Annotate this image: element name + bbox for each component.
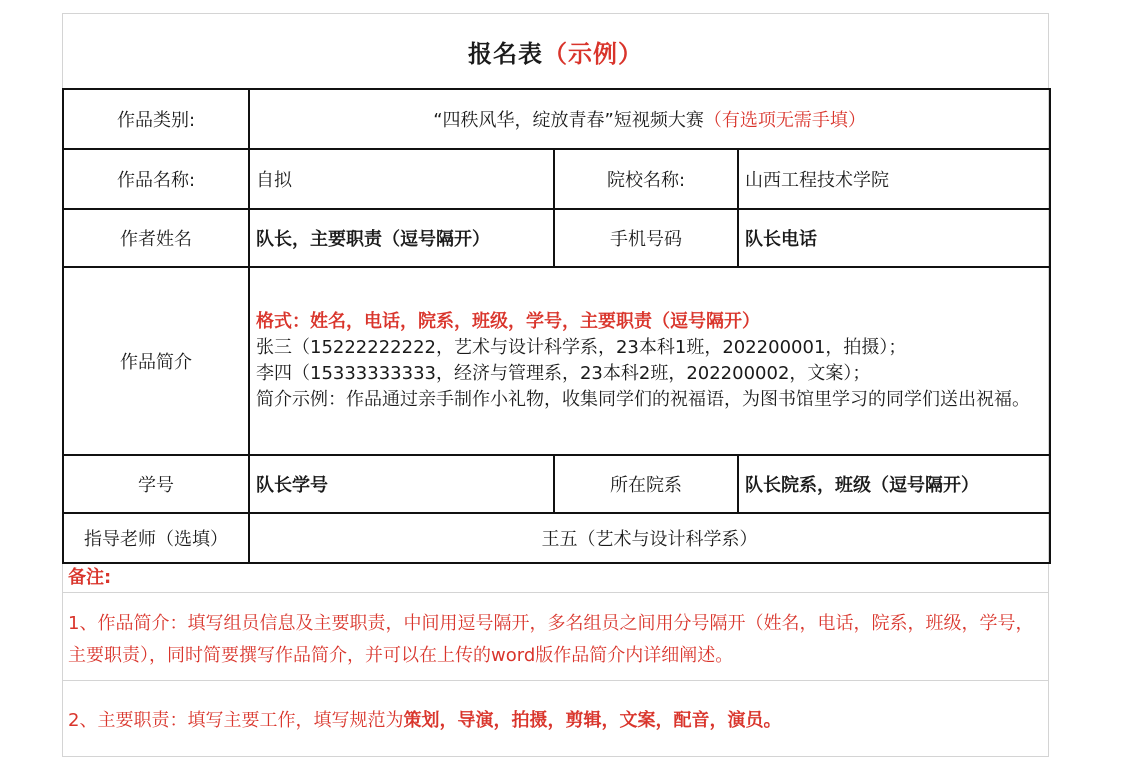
- author-label: 作者姓名: [63, 209, 249, 267]
- form-title-suffix: （示例）: [543, 39, 643, 68]
- intro-format: 格式：姓名，电话，院系，班级，学号，主要职责（逗号隔开）: [256, 311, 760, 332]
- note-2-roles: 策划，导演，拍摄，剪辑，文案，配音，演员。: [403, 710, 782, 731]
- student-id-label: 学号: [63, 455, 249, 513]
- notes-section: [63, 564, 1048, 757]
- phone-value[interactable]: 队长电话: [738, 209, 1050, 267]
- department-label: 所在院系: [554, 455, 738, 513]
- school-name-value[interactable]: 山西工程技术学院: [738, 149, 1050, 209]
- category-hint: （有选项无需手填）: [703, 110, 866, 131]
- notes-title: 备注:: [63, 564, 1048, 593]
- note-2-prefix: 2、主要职责：填写主要工作，填写规范为: [68, 710, 404, 731]
- form-title-main: 报名表: [468, 39, 543, 68]
- author-value[interactable]: 队长，主要职责（逗号隔开）: [249, 209, 554, 267]
- registration-sheet: [62, 13, 1049, 757]
- intro-example: 简介示例：作品通过亲手制作小礼物，收集同学们的祝福语，为图书馆里学习的同学们送出祝福。: [256, 389, 1030, 410]
- intro-member-2: 李四（15333333333，经济与管理系，23本科2班，202200002，文案）；: [256, 363, 871, 384]
- intro-member-1: 张三（15222222222，艺术与设计科学系，23本科1班，202200001，拍摄）；: [256, 337, 907, 358]
- advisor-label: 指导老师（选填）: [63, 513, 249, 563]
- note-2: [63, 681, 1048, 757]
- category-value: “四秩风华，绽放青春”短视频大赛: [433, 110, 704, 131]
- row-author: [63, 209, 1050, 267]
- form-title: [63, 14, 1048, 88]
- student-id-value[interactable]: 队长学号: [249, 455, 554, 513]
- registration-table: [62, 88, 1051, 564]
- category-label: 作品类别:: [63, 89, 249, 149]
- intro-cell[interactable]: [249, 267, 1050, 455]
- work-name-label: 作品名称:: [63, 149, 249, 209]
- department-value[interactable]: 队长院系，班级（逗号隔开）: [738, 455, 1050, 513]
- work-name-value[interactable]: 自拟: [249, 149, 554, 209]
- row-work-name: [63, 149, 1050, 209]
- row-advisor: [63, 513, 1050, 563]
- advisor-value[interactable]: 王五（艺术与设计科学系）: [249, 513, 1050, 563]
- row-student-id: [63, 455, 1050, 513]
- category-cell[interactable]: [249, 89, 1050, 149]
- row-category: [63, 89, 1050, 149]
- row-intro: [63, 267, 1050, 455]
- school-name-label: 院校名称:: [554, 149, 738, 209]
- intro-label: 作品简介: [63, 267, 249, 455]
- phone-label: 手机号码: [554, 209, 738, 267]
- note-1: 1、作品简介：填写组员信息及主要职责，中间用逗号隔开，多名组员之间用分号隔开（姓名，电话，院系，班级，学号，主要职责），同时简要撰写作品简介，并可以在上传的word版作品简介内详细阐述。: [63, 593, 1048, 681]
